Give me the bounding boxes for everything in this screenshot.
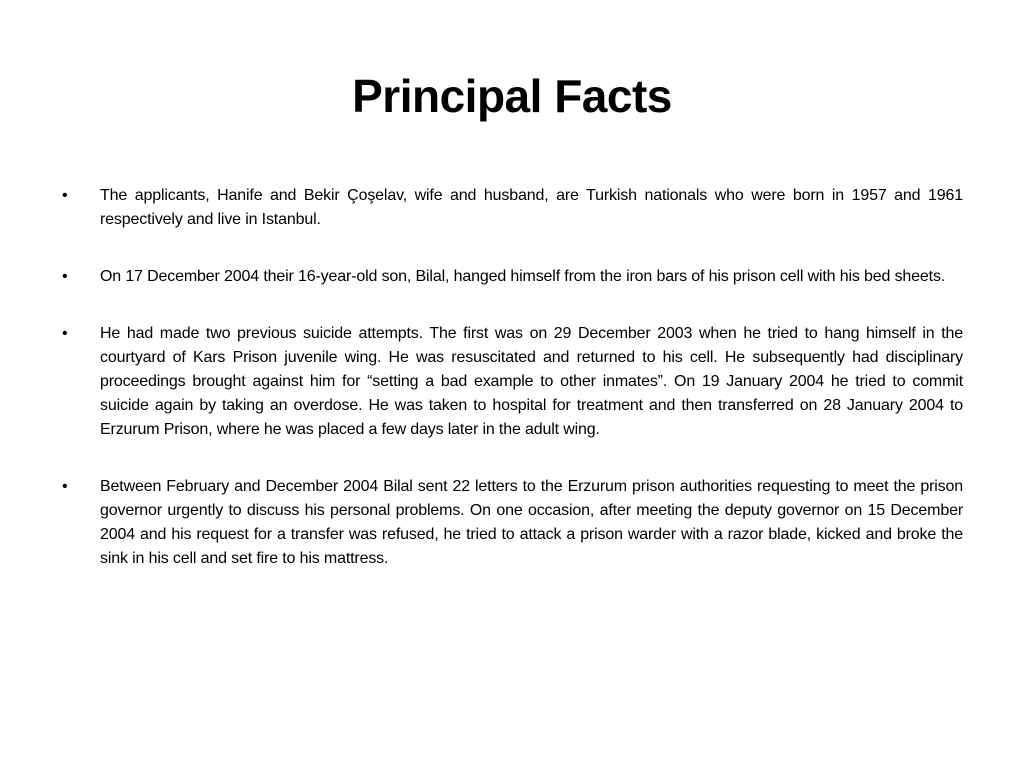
bullet-icon: • bbox=[62, 478, 68, 495]
bullet-item bbox=[62, 184, 963, 232]
bullet-text: The applicants, Hanife and Bekir Çoşelav, wife and husband, are Turkish nationals who were born in 1957 and 1961 respectively and live in Istanbul. bbox=[100, 187, 963, 228]
bullet-item bbox=[62, 265, 963, 289]
bullet-text: Between February and December 2004 Bilal sent 22 letters to the Erzurum prison authorities requesting to meet the prison governor urgently to discuss his personal problems. On one occasion, after meeting the deputy governor on 15 December 2004 and his request for a transfer was refused, he tried to attack a prison warder with a razor blade, kicked and broke the sink in his cell and set fire to his mattress. bbox=[100, 478, 963, 567]
bullet-item bbox=[62, 475, 963, 571]
bullet-list bbox=[62, 184, 963, 604]
bullet-text: On 17 December 2004 their 16-year-old son, Bilal, hanged himself from the iron bars of his prison cell with his bed sheets. bbox=[100, 268, 946, 285]
slide-title: Principal Facts bbox=[352, 70, 672, 122]
bullet-text: He had made two previous suicide attempts. The first was on 29 December 2003 when he tried to hang himself in the courtyard of Kars Prison juvenile wing. He was resuscitated and returned to his cell. He subsequently had disciplinary proceedings brought against him for “setting a bad example to other inmates”. On 19 January 2004 he tried to commit suicide again by taking an overdose. He was taken to hospital for treatment and then transferred on 28 January 2004 to Erzurum Prison, where he was placed a few days later in the adult wing. bbox=[100, 325, 963, 438]
bullet-icon: • bbox=[62, 268, 68, 285]
bullet-icon: • bbox=[62, 325, 68, 342]
bullet-item bbox=[62, 322, 963, 442]
bullet-icon: • bbox=[62, 187, 68, 204]
